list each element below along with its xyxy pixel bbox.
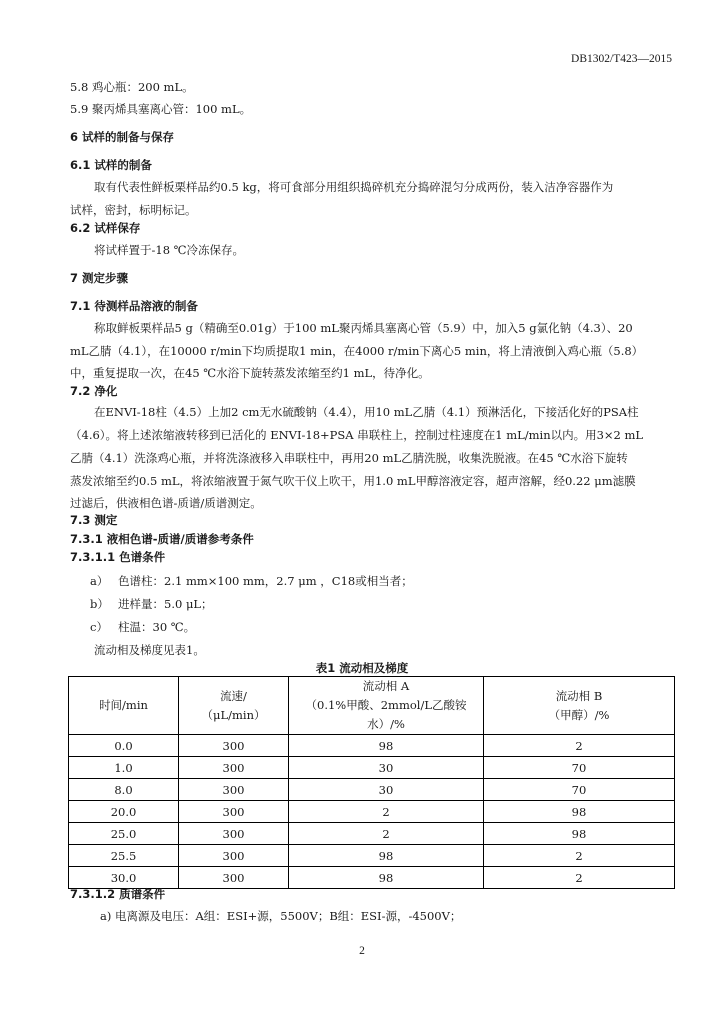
paragraph-7-2-line-1: 在ENVI-18柱（4.5）上加2 cm无水硫酸钠（4.4），用10 mL乙腈（4.1）预淋活化，下接活化好的PSA柱 [94, 405, 639, 419]
table-cell: 98 [289, 867, 484, 889]
section-7-3-heading: 7.3 测定 [70, 513, 118, 527]
header-flow-rate: 流速/ （μL/min） [179, 677, 289, 735]
section-7-3-1-heading: 7.3.1 液相色谱-质谱/质谱参考条件 [70, 532, 254, 546]
table-cell: 2 [484, 845, 675, 867]
list-item-column: 色谱柱：2.1 mm×100 mm，2.7 μm ，C18或相当者； [118, 574, 413, 588]
table-cell: 30.0 [69, 867, 179, 889]
table-cell: 70 [484, 757, 675, 779]
table-caption: 表1 流动相及梯度 [315, 661, 409, 675]
table-cell: 98 [484, 823, 675, 845]
paragraph-6-2: 将试样置于-18 ℃冷冻保存。 [94, 243, 245, 257]
paragraph-7-1-line-3: 中，重复提取一次，在45 ℃水浴下旋转蒸发浓缩至约1 mL，待净化。 [70, 366, 430, 380]
table-cell: 98 [484, 801, 675, 823]
section-7-2-heading: 7.2 净化 [70, 384, 118, 398]
paragraph-7-1-line-2: mL乙腈（4.1），在10000 r/min下均质提取1 min，在4000 r/min下离心5 min，将上清液倒入鸡心瓶（5.8） [70, 344, 644, 358]
table-cell: 2 [484, 867, 675, 889]
paragraph-7-2-line-4: 蒸发浓缩至约0.5 mL，将浓缩液置于氮气吹干仪上吹干，用1.0 mL甲醇溶液定容，超声溶解，经0.22 μm滤膜 [70, 474, 636, 488]
table-cell: 300 [179, 757, 289, 779]
table-cell: 25.0 [69, 823, 179, 845]
table-row [69, 735, 675, 757]
table-cell: 70 [484, 779, 675, 801]
table-cell: 300 [179, 823, 289, 845]
list-item-marker-b: b） [90, 597, 109, 611]
table-cell: 300 [179, 867, 289, 889]
gradient-table [68, 676, 675, 889]
table-cell: 8.0 [69, 779, 179, 801]
table-cell: 20.0 [69, 801, 179, 823]
paragraph-6-1-line-2: 试样，密封，标明标记。 [70, 203, 197, 217]
table-cell: 25.5 [69, 845, 179, 867]
table-cell: 0.0 [69, 735, 179, 757]
table-row [69, 845, 675, 867]
paragraph-7-2-line-3: 乙腈（4.1）洗涤鸡心瓶，并将洗涤液移入串联柱中，再用20 mL乙腈洗脱，收集洗脱液。在45 ℃水浴下旋转 [70, 451, 628, 465]
section-6-1-heading: 6.1 试样的制备 [70, 158, 152, 172]
paragraph-7-2-line-5: 过滤后，供液相色谱-质谱/质谱测定。 [70, 496, 262, 510]
table-cell: 30 [289, 779, 484, 801]
section-6-heading: 6 试样的制备与保存 [70, 130, 175, 144]
table-cell: 300 [179, 801, 289, 823]
table-cell: 1.0 [69, 757, 179, 779]
header-mobile-phase-b: 流动相 B （甲醇）/% [484, 677, 675, 735]
table-row [69, 801, 675, 823]
item-5-8: 5.8 鸡心瓶：200 mL。 [70, 80, 194, 94]
paragraph-7-2-line-2: （4.6）。将上述浓缩液转移到已活化的 ENVI-18+PSA 串联柱上，控制过柱速度在1 mL/min以内。用3×2 mL [70, 428, 644, 442]
list-item-injection: 进样量：5.0 μL； [118, 597, 213, 611]
paragraph-7-1-line-1: 称取鲜板栗样品5 g（精确至0.01g）于100 mL聚丙烯具塞离心管（5.9）中，加入5 g氯化钠（4.3）、20 [94, 321, 633, 335]
page-number: 2 [359, 945, 365, 957]
table-cell: 2 [289, 823, 484, 845]
table-row [69, 867, 675, 889]
list-item-marker-c: c） [90, 620, 108, 634]
table-cell: 30 [289, 757, 484, 779]
ionization-text: a) 电离源及电压：A组：ESI+源，5500V；B组：ESI-源，-4500V； [100, 909, 462, 923]
item-5-9: 5.9 聚丙烯具塞离心管：100 mL。 [70, 102, 252, 116]
table-header-row [69, 677, 675, 735]
table-cell: 300 [179, 779, 289, 801]
standard-code: DB1302/T423—2015 [571, 53, 672, 65]
section-6-2-heading: 6.2 试样保存 [70, 221, 141, 235]
table-cell: 98 [289, 845, 484, 867]
table-cell: 98 [289, 735, 484, 757]
table-cell: 2 [484, 735, 675, 757]
paragraph-6-1-line-1: 取有代表性鲜板栗样品约0.5 kg，将可食部分用组织捣碎机充分捣碎混匀分成两份，装入洁净容器作为 [94, 180, 614, 194]
table-row [69, 823, 675, 845]
table-cell: 300 [179, 735, 289, 757]
table-row [69, 779, 675, 801]
list-item-marker-a: a） [90, 574, 109, 588]
section-7-3-1-2-heading: 7.3.1.2 质谱条件 [70, 887, 166, 901]
list-item-temperature: 柱温：30 ℃。 [118, 620, 196, 634]
section-7-1-heading: 7.1 待测样品溶液的制备 [70, 299, 198, 313]
flow-reference-text: 流动相及梯度见表1。 [94, 643, 205, 657]
table-cell: 2 [289, 801, 484, 823]
section-7-heading: 7 测定步骤 [70, 271, 129, 285]
header-mobile-phase-a: 流动相 A （0.1%甲酸、2mmol/L乙酸铵水）/% [289, 677, 484, 735]
header-time: 时间/min [69, 677, 179, 735]
section-7-3-1-1-heading: 7.3.1.1 色谱条件 [70, 550, 166, 564]
table-cell: 300 [179, 845, 289, 867]
table-row [69, 757, 675, 779]
